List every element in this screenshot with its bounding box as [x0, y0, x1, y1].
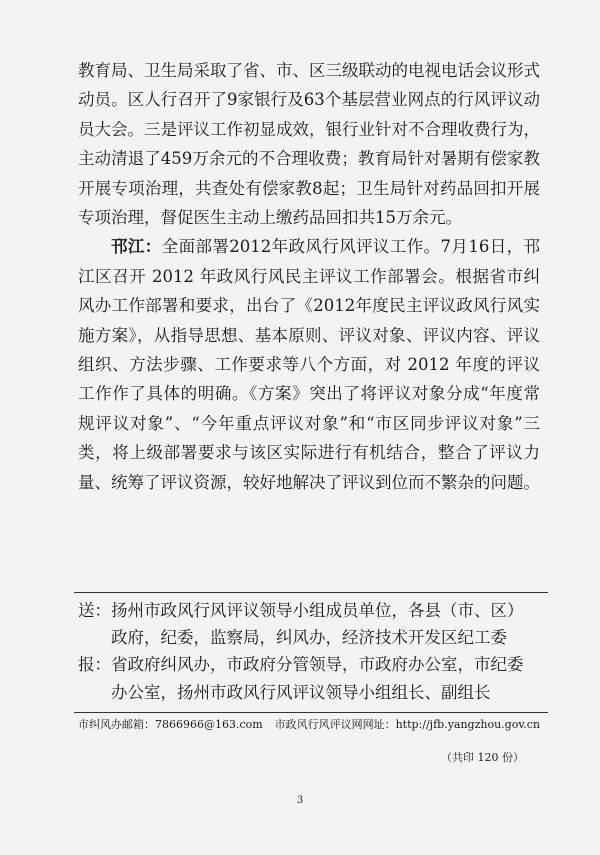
report-row: [78, 651, 540, 705]
send-line-2: 政府，纪委，监察局，纠风办，经济技术开发区纪工委: [111, 628, 507, 648]
report-line-2: 办公室，扬州市政风行风评议领导小组组长、副组长: [111, 682, 491, 702]
paragraph-lead: 邗江：: [111, 237, 162, 257]
report-line-1: 省政府纠风办，市政府分管领导，市政府办公室，市纪委: [111, 655, 524, 675]
send-row: [78, 597, 540, 651]
paragraph-text: 教育局、卫生局采取了省、市、区三级联动的电视电话会议形式动员。区人行召开了9家银行及63个基层营业网点的行风评议动员大会。三是评议工作初显成效，银行业针对不合理收费行为，主动清退了459万余元的不合理收费；教育局针对暑期有偿家教开展专项治理，共查处有偿家教8起；卫生局针对药品回扣开展专项治理，督促医生主动上缴药品回扣共15万余元。: [78, 61, 540, 228]
distribution-block: [78, 597, 540, 706]
send-label: 送：: [78, 601, 111, 620]
paragraph-continuation: [78, 56, 540, 232]
report-content: [111, 651, 540, 705]
page-number: 3: [296, 795, 304, 806]
print-copies: （共印 120 份）: [441, 751, 524, 764]
divider-top: [74, 592, 548, 593]
send-line-1: 扬州市政风行风评议领导小组成员单位，各县（市、区）: [111, 601, 524, 620]
paragraph-text: 全面部署2012年政风行风评议工作。7月16日，邗江区召开 2012 年政风行风民主评议工作部署会。根据省市纠风办工作部署和要求，出台了《2012年度民主评议政风行风实施方案》，从指导思想、基本原则、评议对象、评议内容、评议组织、方法步骤、工作要求等八个方面，对 2012 年度的评议工作作了具体的明确。《方案》突出了将评议对象分成“年度常规评议对象”、“今年重点评议对象”和“市区同步评议对象”三类，将上级部署要求与该区实际进行有机结合，整合了评议力量、统筹了评议资源，较好地解决了评议到位而不繁杂的问题。: [78, 237, 540, 492]
footer-website: 市政风行风评议网网址：http://jfb.yangzhou.gov.cn: [274, 718, 540, 731]
body-text: [78, 56, 540, 497]
send-content: [111, 597, 540, 651]
report-label: 报：: [78, 655, 111, 675]
footer-email: 市纠风办邮箱：7866966@163.com: [78, 718, 263, 731]
divider-bottom: [74, 712, 548, 713]
footer-contact: [78, 717, 540, 733]
paragraph-hanjiang: [78, 232, 540, 497]
